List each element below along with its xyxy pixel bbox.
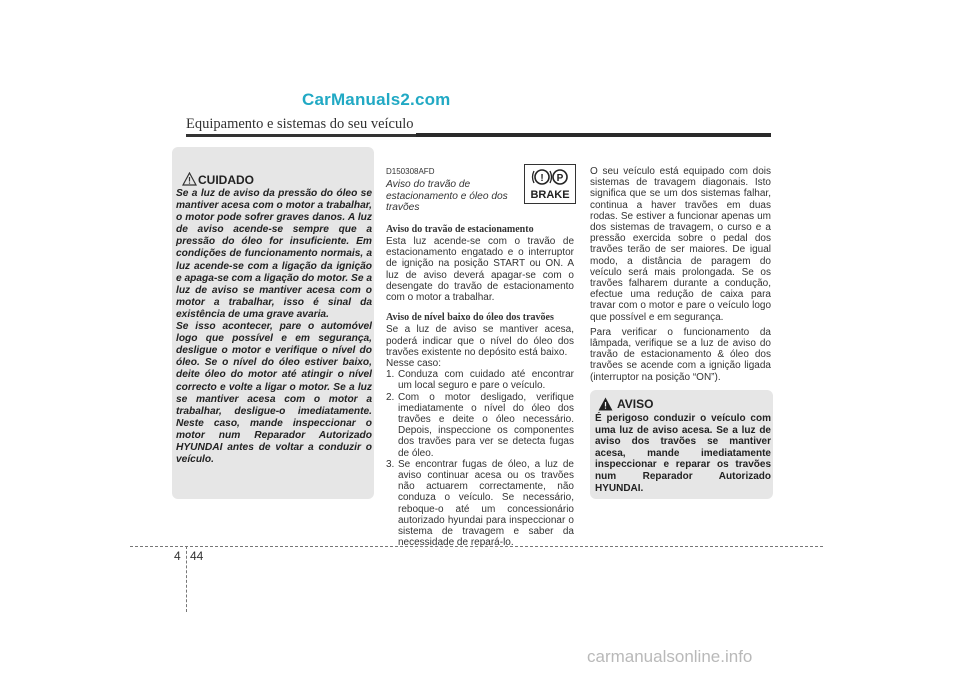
brake-fluid-lead: Nesse caso:	[386, 357, 442, 369]
list-item	[386, 369, 574, 391]
step-text: Se encontrar fugas de óleo, a luz de aviso continuar acesa ou os travões não actuarem correctamente, não conduza o veículo. Se necessário, reboque-o até um concessionário autorizado hyundai para inspeccionar o sistema de travagem e saber da necessidade de repará-lo.	[398, 458, 574, 549]
step-number: 3.	[386, 458, 395, 470]
lamp-check-paragraph: Para verificar o funcionamento da lâmpada, verifique se a luz de aviso do travão de estacionamento & óleo dos travões se acende com a ignição ligada (interruptor na posição “ON”).	[590, 326, 771, 383]
caution-heading: CUIDADO	[198, 173, 254, 187]
step-number: 2.	[386, 391, 395, 403]
caution-warning-icon	[182, 172, 197, 186]
footer-divider	[130, 546, 823, 547]
brake-icon-exclaim: !	[540, 173, 544, 184]
watermark-carmanuals2: CarManuals2.com	[302, 90, 451, 109]
brake-steps-list	[386, 369, 574, 548]
brake-icon-label: BRAKE	[530, 189, 570, 201]
warning-heading: AVISO	[617, 397, 654, 411]
caution-paragraph-1: Se a luz de aviso da pressão do óleo se mantiver acesa com o motor a trabalhar, o motor pode sofrer graves danos. A luz de aviso acende-se sempre que a pressão do óleo for insuficiente. Em condições de funcionamento normais, a luz acende-se com a ligação da ignição e apaga-se com a ligação do motor. Se a luz de aviso se mantiver acesa com o motor a trabalhar, isso é sinal da existência de uma grave avaria.	[176, 188, 372, 320]
page-number: 44	[190, 549, 204, 563]
warning-body: É perigoso conduzir o veículo com uma luz de aviso acesa. Se a luz de aviso dos travões se mantiver acesa, mande imediatamente inspeccionar e reparar os travões num Reparador Autorizado HYUNDAI.	[595, 413, 771, 494]
list-item	[386, 392, 574, 459]
watermark-carmanualsonline: carmanualsonline.info	[587, 647, 753, 666]
brake-section-column	[386, 166, 574, 548]
brake-fluid-title: Aviso de nível baixo do óleo dos travões	[386, 312, 554, 324]
list-item	[386, 459, 574, 549]
chapter-number: 4	[174, 549, 181, 563]
step-text: Conduza com cuidado até encontrar um local seguro e pare o veículo.	[398, 369, 574, 392]
step-number: 1.	[386, 369, 395, 381]
parking-brake-text: Esta luz acende-se com o travão de estacionamento engatado e o interruptor de ignição na posição START ou ON. A luz de aviso deverá apagar-se com o desengate do travão de estacionamento com o motor a trabalhar.	[386, 235, 574, 303]
parking-brake-title: Aviso do travão de estacionamento	[386, 223, 534, 235]
warning-triangle-icon	[598, 397, 613, 411]
brake-icon-p: P	[556, 173, 564, 184]
section-subtitle: Aviso do travão de estacionamento e óleo dos travões	[386, 179, 508, 214]
brake-fluid-text: Se a luz de aviso se mantiver acesa, poderá indicar que o nível do óleo dos travões existente no depósito está baixo.	[386, 324, 574, 358]
header-divider-thick	[416, 133, 771, 137]
caution-paragraph-2: Se isso acontecer, pare o automóvel logo que possível e em segurança, desligue o motor e verifique o nível do óleo. Se o nível do óleo estiver baixo, deite óleo do motor até atingir o nível correcto e volte a ligar o motor. Se a luz se mantiver acesa com o motor a trabalhar, desligue-o imediatamente. Neste caso, mande inspeccionar o motor num Reparador Autorizado HYUNDAI antes de voltar a conduzir o veículo.	[176, 321, 372, 466]
footer-vertical-divider	[186, 546, 187, 612]
page-header-title: Equipamento e sistemas do seu veículo	[186, 116, 414, 132]
dual-brake-paragraph: O seu veículo está equipado com dois sistemas de travagem diagonais. Isto significa que se um dos sistemas falhar, continua a haver travões em duas rodas. Se estiver a funcionar apenas um dos sistemas de travagem, o curso e a pressão exercida sobre o pedal dos travões terão de ser maiores. De igual modo, a distância de paragem do veículo será mais prolongada. Se os travões falharem durante a condução, efectue uma redução de caixa para travar com o motor e pare o veículo logo que possível e em segurança.	[590, 166, 771, 323]
section-code: D150308AFD	[386, 167, 435, 176]
caution-body	[176, 188, 372, 466]
brake-system-column	[590, 166, 771, 387]
step-text: Com o motor desligado, verifique imediatamente o nível do óleo dos travões e deite o óleo necessário. Depois, inspeccione os componentes dos travões para ver se detecta fugas de óleo.	[398, 391, 574, 459]
